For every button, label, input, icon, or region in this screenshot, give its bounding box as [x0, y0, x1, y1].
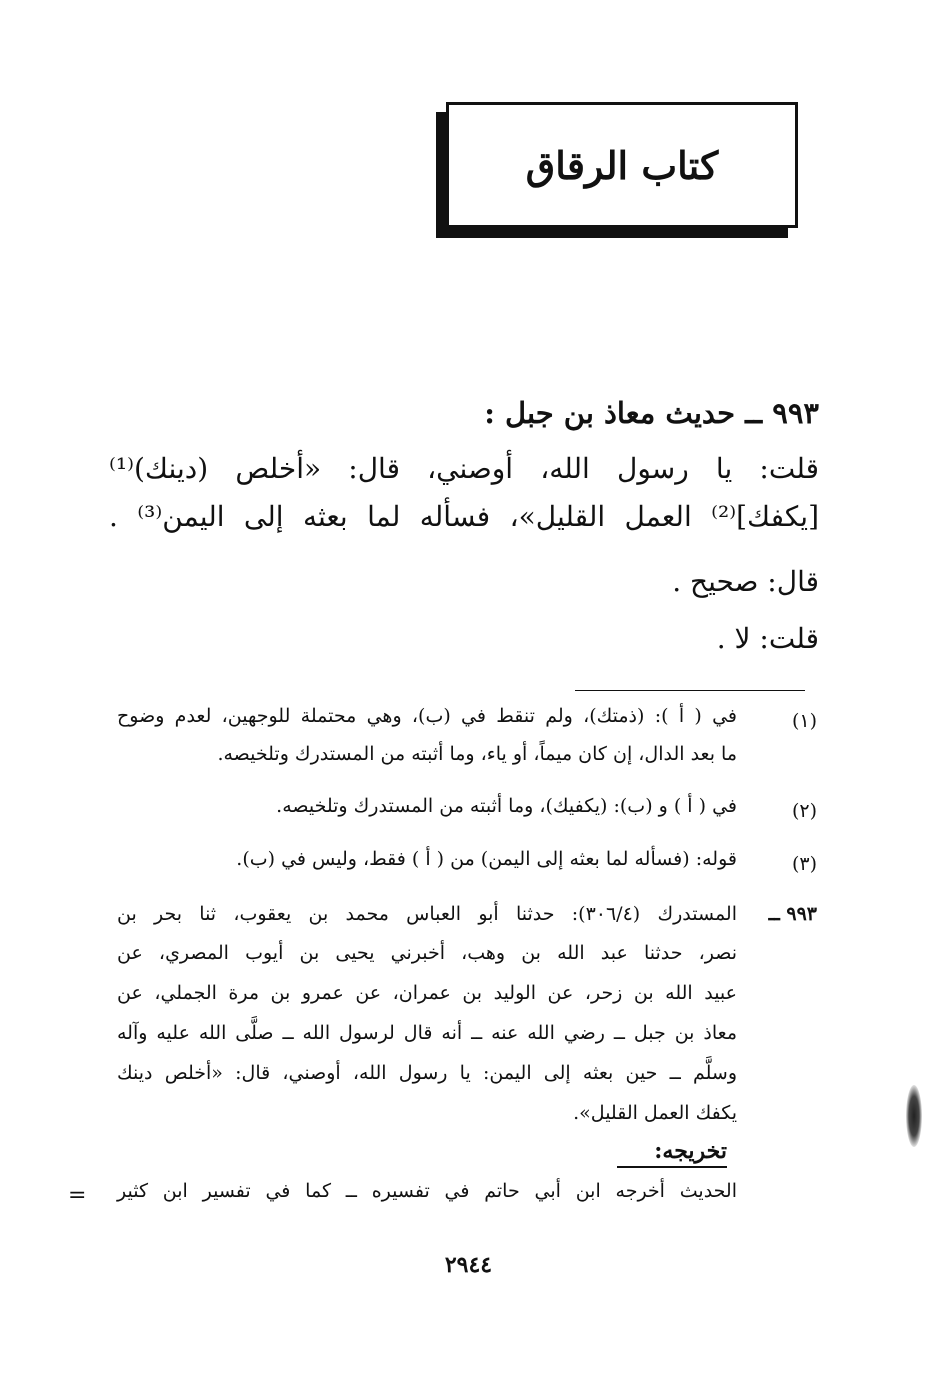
hadith-text-line: قال: صحيح .: [672, 565, 819, 598]
footnote-separator: [575, 690, 805, 691]
commentary-line: نصر، حدثنا عبد الله بن وهب، أخبرني يحيى بن أيوب المصري، عن: [117, 942, 737, 964]
commentary-line: المستدرك (٣٠٦/٤): حدثنا أبو العباس محمد بن يعقوب، ثنا بحر بن: [117, 903, 738, 925]
takhrij-heading: تخريجه:: [654, 1138, 727, 1164]
hadith-text-line: قلت: يا رسول الله، أوصني، قال: «أخلص (دينك)⁽¹⁾: [109, 452, 819, 485]
hadith-heading: ٩٩٣ ــ حديث معاذ بن جبل :: [484, 396, 819, 430]
commentary-line: وسلَّم ــ حين بعثه إلى اليمن: يا رسول الله، أوصني، قال: «أخلص دينك: [117, 1062, 737, 1084]
hadith-text-line: [يكفك]⁽²⁾ العمل القليل»، فسأله لما بعثه إلى اليمن⁽³⁾ .: [109, 500, 819, 533]
takhrij-line: الحديث أخرجه ابن أبي حاتم في تفسيره ــ كما في تفسير ابن كثير: [117, 1180, 737, 1202]
continuation-mark: =: [68, 1183, 87, 1208]
footnote-number: (١): [791, 710, 817, 732]
footnote-number: (٢): [791, 800, 817, 822]
footnote-number: (٣): [791, 853, 817, 875]
takhrij-underline: [617, 1166, 727, 1168]
hadith-text-line: قلت: لا .: [716, 622, 819, 655]
commentary-line: عبيد الله بن زحر، عن الوليد بن عمران، عن عمرو بن مرة الجملي، عن: [117, 982, 737, 1004]
footnote-line: في ( أ ) و (ب): (يكفيك)، وما أثبته من المستدرك وتلخيصه.: [276, 795, 737, 817]
commentary-line: يكفك العمل القليل».: [573, 1102, 737, 1124]
scan-ink-stain: [906, 1085, 922, 1147]
page-number: ٢٩٤٤: [444, 1252, 493, 1278]
footnote-line: في ( أ ): (ذمتك)، ولم تنقط في (ب)، وهي محتملة للوجهين، لعدم وضوح: [117, 705, 737, 727]
commentary-number: ٩٩٣ ــ: [768, 903, 817, 925]
chapter-title: كتاب الرقاق: [525, 142, 719, 188]
commentary-line: معاذ بن جبل ــ رضي الله عنه ــ أنه قال لرسول الله ــ صلَّى الله عليه وآله: [117, 1022, 737, 1044]
footnote-line: ما بعد الدال، إن كان ميماً، أو ياء، وما أثبته من المستدرك وتلخيصه.: [217, 743, 737, 765]
chapter-title-box: [446, 102, 798, 228]
footnote-line: قوله: (فسأله لما بعثه إلى اليمن) من ( أ ) فقط، وليس في (ب).: [236, 848, 737, 870]
